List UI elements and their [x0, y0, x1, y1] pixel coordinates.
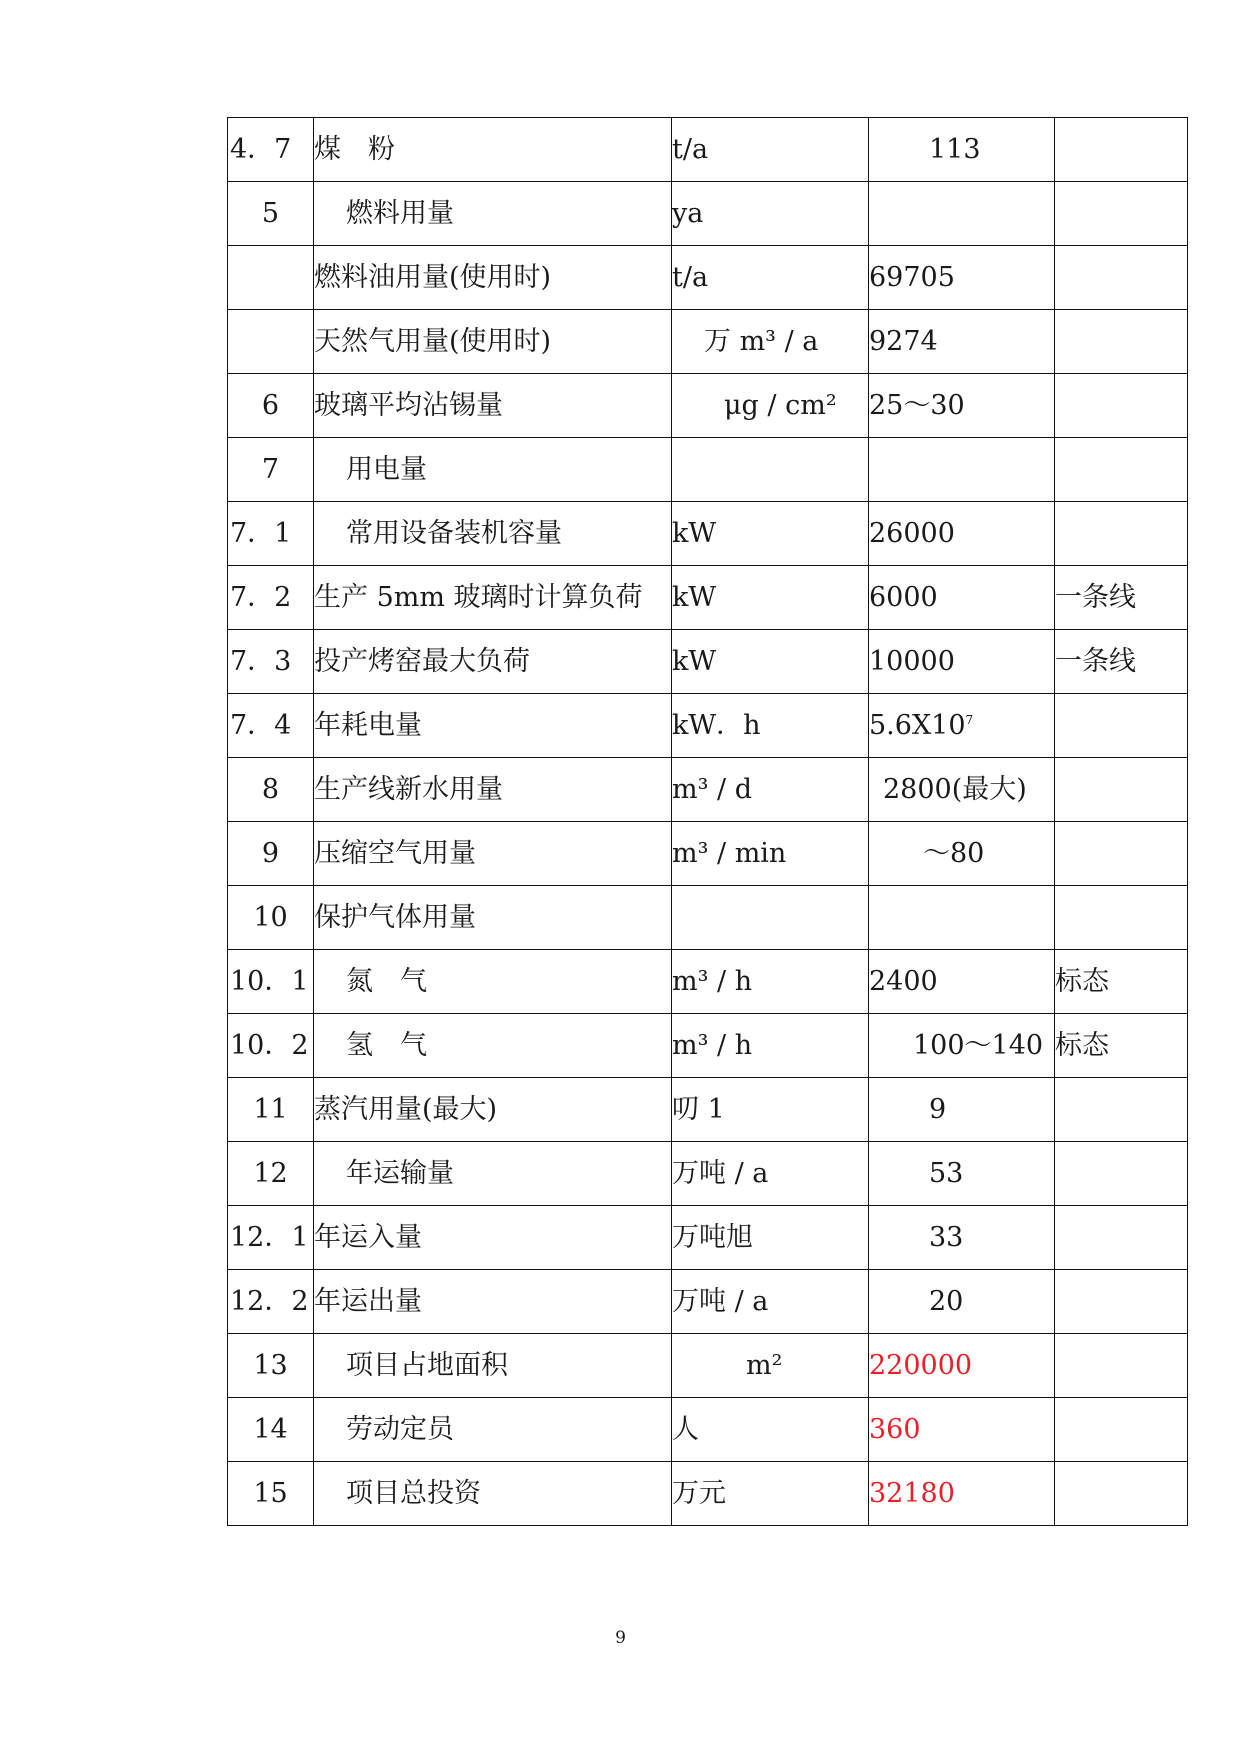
value: [869, 182, 1055, 246]
row-number: 12: [228, 1142, 314, 1206]
value: 360: [869, 1398, 1055, 1462]
value: 113: [869, 118, 1055, 182]
row-number: 7．1: [228, 502, 314, 566]
item-name: 煤 粉: [314, 118, 672, 182]
table-row: [228, 182, 1188, 246]
value: 10000: [869, 630, 1055, 694]
spec-table: [227, 117, 1188, 1526]
value: [869, 694, 1055, 758]
item-name: 压缩空气用量: [314, 822, 672, 886]
table-row: [228, 758, 1188, 822]
table-row: [228, 822, 1188, 886]
row-number: 4．7: [228, 118, 314, 182]
unit: 万吨 / a: [672, 1142, 869, 1206]
table-row: [228, 1334, 1188, 1398]
value-exponent: 7: [965, 712, 974, 727]
value: 2800(最大): [869, 758, 1055, 822]
row-number: 5: [228, 182, 314, 246]
row-number: 13: [228, 1334, 314, 1398]
row-number: 12．2: [228, 1270, 314, 1334]
table-row: [228, 886, 1188, 950]
table-row: [228, 502, 1188, 566]
item-name: 生产线新水用量: [314, 758, 672, 822]
unit: 万吨 / a: [672, 1270, 869, 1334]
unit: kW: [672, 502, 869, 566]
row-number: [228, 310, 314, 374]
remark: [1055, 182, 1188, 246]
value: 2400: [869, 950, 1055, 1014]
row-number: 10: [228, 886, 314, 950]
value: [869, 438, 1055, 502]
row-number: 10．2: [228, 1014, 314, 1078]
row-number: [228, 246, 314, 310]
remark: [1055, 438, 1188, 502]
item-name: 天然气用量(使用时): [314, 310, 672, 374]
remark: [1055, 694, 1188, 758]
row-number: 7．2: [228, 566, 314, 630]
unit: [672, 438, 869, 502]
unit: kW: [672, 630, 869, 694]
remark: [1055, 1334, 1188, 1398]
unit: [672, 886, 869, 950]
item-name: 玻璃平均沾锡量: [314, 374, 672, 438]
item-name: 用电量: [314, 438, 672, 502]
table-row: [228, 950, 1188, 1014]
row-number: 7．3: [228, 630, 314, 694]
table-row: [228, 694, 1188, 758]
remark: [1055, 1078, 1188, 1142]
value-base: 5.6X10: [869, 709, 966, 741]
item-name: 年运出量: [314, 1270, 672, 1334]
row-number: 7: [228, 438, 314, 502]
item-name: 项目总投资: [314, 1462, 672, 1526]
unit: μg / cm²: [672, 374, 869, 438]
remark: [1055, 822, 1188, 886]
remark: [1055, 246, 1188, 310]
row-number: 12．1: [228, 1206, 314, 1270]
value: 25～30: [869, 374, 1055, 438]
item-name: 年耗电量: [314, 694, 672, 758]
value: [869, 886, 1055, 950]
unit: 叨 1: [672, 1078, 869, 1142]
item-name: 年运入量: [314, 1206, 672, 1270]
table-row: [228, 374, 1188, 438]
item-name: 氮 气: [314, 950, 672, 1014]
remark: 标态: [1055, 1014, 1188, 1078]
table-row: [228, 566, 1188, 630]
row-number: 14: [228, 1398, 314, 1462]
unit: 万吨旭: [672, 1206, 869, 1270]
table-row: [228, 1462, 1188, 1526]
remark: [1055, 1206, 1188, 1270]
unit: 人: [672, 1398, 869, 1462]
value: ～80: [869, 822, 1055, 886]
table-row: [228, 1398, 1188, 1462]
row-number: 9: [228, 822, 314, 886]
value: 53: [869, 1142, 1055, 1206]
remark: [1055, 886, 1188, 950]
value: 9274: [869, 310, 1055, 374]
table-row: [228, 1206, 1188, 1270]
unit: m³ / d: [672, 758, 869, 822]
item-name: 年运输量: [314, 1142, 672, 1206]
unit: 万元: [672, 1462, 869, 1526]
value: 6000: [869, 566, 1055, 630]
row-number: 8: [228, 758, 314, 822]
value: 32180: [869, 1462, 1055, 1526]
item-name: 燃料用量: [314, 182, 672, 246]
unit: m³ / h: [672, 950, 869, 1014]
item-name: 劳动定员: [314, 1398, 672, 1462]
item-name: 投产烤窑最大负荷: [314, 630, 672, 694]
table-row: [228, 1270, 1188, 1334]
remark: [1055, 374, 1188, 438]
remark: 一条线: [1055, 566, 1188, 630]
value: 33: [869, 1206, 1055, 1270]
unit: kW: [672, 566, 869, 630]
item-name: 燃料油用量(使用时): [314, 246, 672, 310]
table-row: [228, 1014, 1188, 1078]
value: 20: [869, 1270, 1055, 1334]
item-name: 项目占地面积: [314, 1334, 672, 1398]
remark: [1055, 758, 1188, 822]
table-row: [228, 118, 1188, 182]
item-name: 保护气体用量: [314, 886, 672, 950]
value: 100～140: [869, 1014, 1055, 1078]
item-name: 氢 气: [314, 1014, 672, 1078]
unit: m³ / min: [672, 822, 869, 886]
unit: t/a: [672, 246, 869, 310]
table-row: [228, 630, 1188, 694]
item-name: 生产 5mm 玻璃时计算负荷: [314, 566, 672, 630]
row-number: 6: [228, 374, 314, 438]
unit: m²: [672, 1334, 869, 1398]
value: 69705: [869, 246, 1055, 310]
remark: [1055, 1142, 1188, 1206]
unit: 万 m³ / a: [672, 310, 869, 374]
remark: 标态: [1055, 950, 1188, 1014]
remark: [1055, 1398, 1188, 1462]
item-name: 蒸汽用量(最大): [314, 1078, 672, 1142]
unit: m³ / h: [672, 1014, 869, 1078]
remark: [1055, 1270, 1188, 1334]
value: 220000: [869, 1334, 1055, 1398]
remark: 一条线: [1055, 630, 1188, 694]
row-number: 10．1: [228, 950, 314, 1014]
remark: [1055, 118, 1188, 182]
table-row: [228, 438, 1188, 502]
item-name: 常用设备装机容量: [314, 502, 672, 566]
row-number: 11: [228, 1078, 314, 1142]
unit: t/a: [672, 118, 869, 182]
table-row: [228, 1078, 1188, 1142]
value: 26000: [869, 502, 1055, 566]
remark: [1055, 1462, 1188, 1526]
row-number: 7．4: [228, 694, 314, 758]
remark: [1055, 502, 1188, 566]
row-number: 15: [228, 1462, 314, 1526]
table-row: [228, 310, 1188, 374]
table-row: [228, 1142, 1188, 1206]
unit: ya: [672, 182, 869, 246]
page-number: 9: [615, 1628, 626, 1648]
remark: [1055, 310, 1188, 374]
table-row: [228, 246, 1188, 310]
value: 9: [869, 1078, 1055, 1142]
unit: kW．h: [672, 694, 869, 758]
